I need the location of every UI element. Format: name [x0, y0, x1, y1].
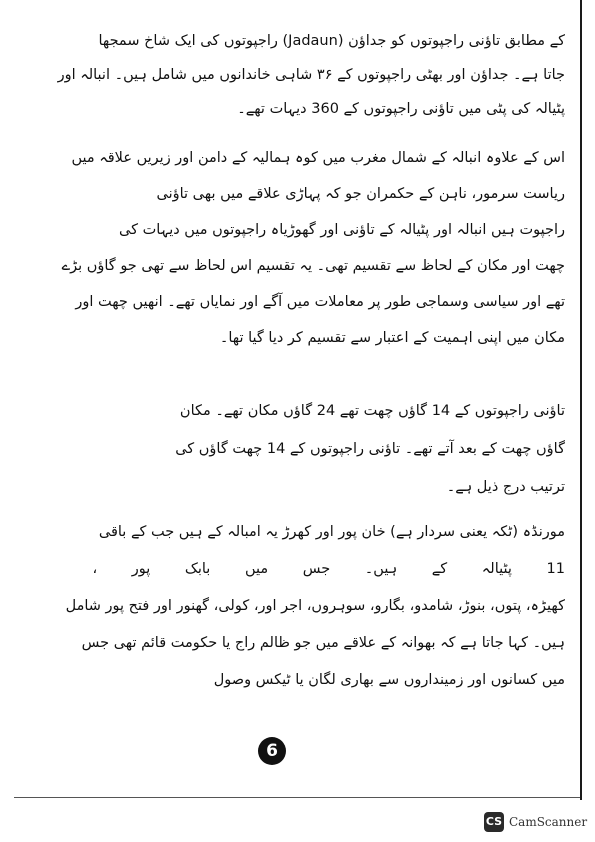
- page-number-badge: 6: [258, 737, 286, 765]
- text-line: کھیڑہ، پتوں، بنوڑ، شامدو، بگارو، سوہروں، اجر اور، کولی، گھنور اور فتح پور شامل: [65, 598, 565, 614]
- camscanner-watermark: [484, 812, 587, 832]
- text-line: تھے اور سیاسی وسماجی طور پر معاملات میں آگے اور نمایاں تھے۔ انھیں چھت اور: [75, 294, 565, 310]
- camscanner-label: CamScanner: [509, 815, 588, 829]
- text-line: ہیں۔ کہا جاتا ہے کہ بھوانہ کے علاقے میں جو ظالم راج یا حکومت قائم تھی جس: [81, 635, 565, 651]
- paragraph-2: [45, 140, 565, 356]
- text-line: گاؤں چھت کے بعد آتے تھے۔ تاؤنی راجپوتوں کے 14 چھت گاؤں کی: [175, 441, 565, 457]
- paragraph-4: [45, 514, 565, 699]
- paragraph-3: [45, 392, 565, 506]
- text-line: میں کسانوں اور زمینداروں سے بھاری لگان یا ٹیکس وصول: [213, 672, 565, 688]
- text-line: ریاست سرمور، ناہن کے حکمران جو کہ پہاڑی علاقے میں بھی تاؤنی: [156, 186, 565, 202]
- text-line: جاتا ہے۔ جداؤن اور بھٹی راجپوتوں کے ۳۶ شاہی خاندانوں میں شامل ہیں۔ انبالہ اور: [57, 67, 565, 83]
- page-bottom-divider: [14, 797, 580, 798]
- text-line: مورنڈہ (ٹکہ یعنی سردار ہے) خان پور اور کھرڑ یہ امبالہ کے ہیں جب کے باقی: [98, 524, 565, 540]
- paragraph-1: [45, 24, 565, 126]
- camscanner-logo-icon: CS: [484, 812, 504, 832]
- text-line: اس کے علاوہ انبالہ کے شمال مغرب میں کوہ ہمالیہ کے دامن اور زیریں علاقہ میں: [71, 150, 565, 166]
- text-line: چھت اور مکان کے لحاظ سے تقسیم تھی۔ یہ تقسیم اس لحاظ سے تھی جو گاؤں بڑے: [61, 258, 565, 274]
- text-line: ترتیب درج ذیل ہے۔: [446, 479, 565, 495]
- text-line: راجپوت ہیں انبالہ اور پٹیالہ کے تاؤنی اور گھوڑیاہ راجپوتوں میں دیہات کی: [119, 222, 565, 238]
- text-line: 11 پٹیالہ کے ہیں۔ جس میں بابک پور ،: [92, 561, 565, 577]
- text-line: پٹیالہ کی پٹی میں تاؤنی راجپوتوں کے 360 دیہات تھے۔: [237, 101, 565, 117]
- text-line: تاؤنی راجپوتوں کے 14 گاؤں چھت تھے 24 گاؤں مکان تھے۔ مکان: [179, 403, 565, 419]
- text-line: مکان میں اپنی اہمیت کے اعتبار سے تقسیم کر دیا گیا تھا۔: [219, 330, 565, 346]
- text-line: کے مطابق تاؤنی راجپوتوں کو جداؤن (Jadaun) راجپوتوں کی ایک شاخ سمجھا: [98, 33, 565, 49]
